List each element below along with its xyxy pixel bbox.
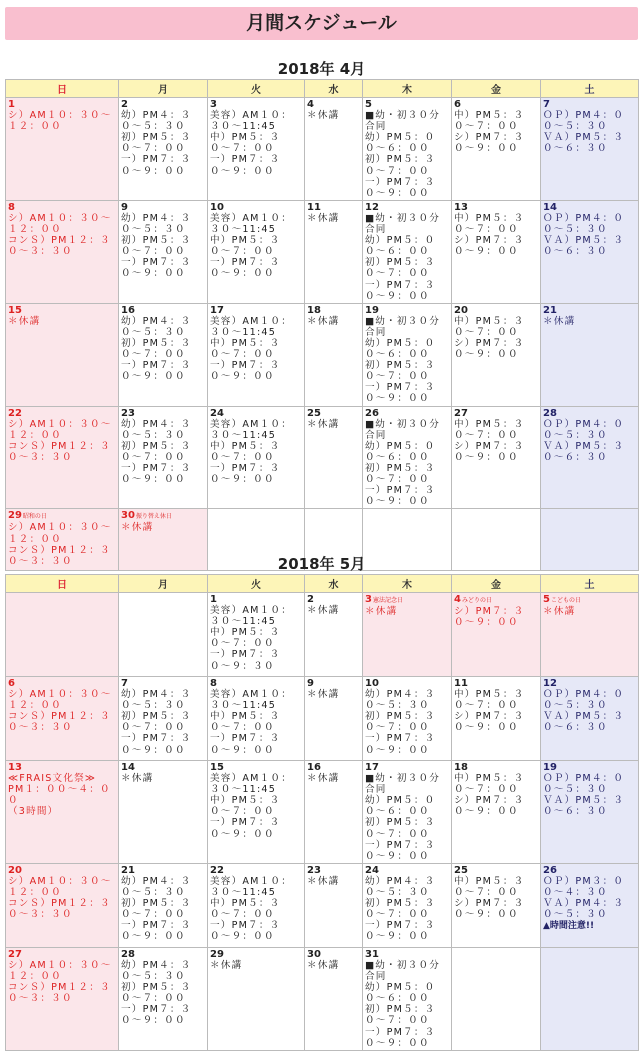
day-cell bbox=[119, 200, 208, 303]
day-cell bbox=[305, 200, 363, 303]
day-cell bbox=[363, 761, 452, 864]
week-row bbox=[6, 303, 639, 406]
schedule-text: ＯＰ）PM４：００〜５：３０ ＶＡ）PM５：３０〜６：３０ bbox=[543, 418, 625, 463]
weekday-header: 火 bbox=[208, 575, 305, 593]
day-cell bbox=[305, 406, 363, 509]
day-cell bbox=[541, 98, 639, 201]
day-number: 18 bbox=[307, 304, 321, 316]
day-cell bbox=[305, 761, 363, 864]
weekday-header-row bbox=[6, 80, 639, 98]
day-cell bbox=[305, 98, 363, 201]
holiday-name: 振り替え休日 bbox=[135, 513, 172, 521]
day-cell bbox=[119, 761, 208, 864]
day-number: 4 bbox=[454, 594, 461, 605]
schedule-text: ＊休講 bbox=[307, 773, 340, 785]
day-cell bbox=[208, 761, 305, 864]
day-number: 17 bbox=[365, 762, 379, 773]
day-number: 2 bbox=[121, 99, 128, 110]
day-number: 22 bbox=[8, 407, 22, 419]
day-number: 25 bbox=[454, 864, 468, 876]
day-cell bbox=[305, 593, 363, 677]
day-cell bbox=[305, 863, 363, 947]
weekday-header: 日 bbox=[6, 80, 119, 98]
day-number: 17 bbox=[210, 304, 224, 316]
schedule-text: 中）PM５：３０〜７：００ シ）PM７：３０〜９：００ bbox=[454, 212, 525, 258]
schedule-text: 美容）AM１０：３０〜11:45 中）PM５：３０〜７：００ 一）PM７：３０〜９：００ bbox=[210, 875, 293, 943]
day-number: 7 bbox=[121, 678, 128, 689]
day-cell bbox=[363, 863, 452, 947]
day-number: 22 bbox=[210, 864, 224, 876]
weekday-header: 月 bbox=[119, 575, 208, 593]
day-number: 5 bbox=[365, 99, 372, 110]
day-number: 20 bbox=[8, 864, 22, 876]
schedule-text: シ）AM１０：３０〜１２：００ コンＳ）PM１２：３０〜３：３０ bbox=[8, 959, 112, 1005]
day-number: 21 bbox=[543, 304, 557, 316]
day-number: 13 bbox=[454, 201, 468, 213]
week-row bbox=[6, 677, 639, 761]
schedule-text: 中）PM５：３０〜７：００ シ）PM７：３０〜９：００ bbox=[454, 110, 525, 155]
schedule-text: シ）AM１０：３０〜１２：００ コンＳ）PM１２：３０〜３：３０ bbox=[8, 875, 112, 921]
schedule-text: シ）AM１０：３０〜１２：００ bbox=[8, 110, 112, 133]
day-number: 3 bbox=[210, 99, 217, 110]
day-cell bbox=[363, 593, 452, 677]
april-month-title: 2018年 4月 bbox=[277, 60, 366, 78]
schedule-text: シ）AM１０：３０〜１２：００ コンＳ）PM１２：３０〜３：３０ bbox=[8, 418, 112, 463]
schedule-text: ■幼・初３０分合同 幼）PM５：００〜６：００ 初）PM５：３０〜７：００ 一）PM７：３０〜９：００ bbox=[365, 110, 441, 199]
holiday-name: こどもの日 bbox=[550, 597, 581, 604]
schedule-text: 幼）PM４：３０〜５：３０ 初）PM５：３０〜７：００ 一）PM７：３０〜９：００ bbox=[121, 689, 192, 756]
day-cell bbox=[452, 303, 541, 406]
day-cell bbox=[6, 947, 119, 1050]
day-cell bbox=[119, 677, 208, 761]
schedule-text: ＊休講 bbox=[121, 773, 154, 785]
schedule-text: ＯＰ）PM４：００〜５：３０ ＶＡ）PM５：３０〜６：３０ bbox=[543, 110, 625, 155]
schedule-text: 中）PM５：３０〜７：００ シ）PM７：３０〜９：００ bbox=[454, 689, 525, 734]
time-warning: ▲時間注意!! bbox=[543, 921, 595, 932]
week-row bbox=[6, 593, 639, 677]
schedule-text: 幼）PM４：３０〜５：３０ 初）PM５：３０〜７：００ 一）PM７：３０〜９：００ bbox=[121, 212, 192, 280]
day-number: 28 bbox=[543, 407, 557, 419]
day-cell bbox=[541, 677, 639, 761]
schedule-text: 美容）AM１０：３０〜11:45 中）PM５：３０〜７：００ 一）PM７：３０〜９：００ bbox=[210, 110, 293, 177]
day-number: 23 bbox=[307, 864, 321, 876]
day-number: 11 bbox=[454, 678, 468, 689]
day-cell bbox=[452, 677, 541, 761]
empty-day-cell bbox=[119, 593, 208, 677]
day-cell bbox=[119, 303, 208, 406]
day-number: 26 bbox=[543, 864, 557, 876]
day-cell bbox=[305, 303, 363, 406]
day-number: 19 bbox=[543, 762, 557, 773]
schedule-text: 美容）AM１０：３０〜11:45 中）PM５：３０〜７：００ 一）PM７：３０〜９：００ bbox=[210, 773, 293, 840]
schedule-text: シ）AM１０：３０〜１２：００ コンＳ）PM１２：３０〜３：３０ bbox=[8, 212, 112, 258]
schedule-text: 美容）AM１０：３０〜11:45 中）PM５：３０〜７：００ 一）PM７：３０〜９：００ bbox=[210, 418, 293, 486]
empty-day-cell bbox=[452, 947, 541, 1050]
day-number: 24 bbox=[365, 864, 379, 876]
day-number: 16 bbox=[307, 762, 321, 773]
page-title: 月間スケジュール bbox=[5, 7, 638, 40]
schedule-text: シ）AM１０：３０〜１２：００ コンＳ）PM１２：３０〜３：３０ bbox=[8, 689, 112, 734]
schedule-text: ＊休講 bbox=[307, 418, 340, 430]
schedule-text: ＊休講 bbox=[307, 959, 340, 971]
day-cell bbox=[6, 98, 119, 201]
day-number: 6 bbox=[8, 678, 15, 689]
schedule-text: ＊休講 bbox=[307, 110, 340, 122]
day-number: 4 bbox=[307, 99, 314, 110]
empty-day-cell bbox=[6, 593, 119, 677]
day-cell bbox=[6, 761, 119, 864]
day-number: 9 bbox=[121, 201, 128, 213]
day-cell bbox=[6, 863, 119, 947]
day-number: 27 bbox=[454, 407, 468, 419]
day-number: 2 bbox=[307, 594, 314, 605]
day-cell bbox=[119, 863, 208, 947]
day-cell bbox=[6, 677, 119, 761]
day-cell bbox=[541, 863, 639, 947]
day-number: 11 bbox=[307, 201, 321, 213]
week-row bbox=[6, 947, 639, 1050]
day-number: 1 bbox=[210, 594, 217, 605]
day-number: 29 bbox=[210, 948, 224, 960]
day-cell bbox=[208, 947, 305, 1050]
schedule-text: ＊休講 bbox=[8, 315, 41, 327]
day-cell bbox=[119, 406, 208, 509]
schedule-text: ＊休講 bbox=[307, 212, 340, 224]
day-number: 31 bbox=[365, 948, 379, 960]
schedule-text: 中）PM５：３０〜７：００ シ）PM７：３０〜９：００ bbox=[454, 773, 525, 818]
schedule-text: 幼）PM４：３０〜５：３０ 初）PM５：３０〜７：００ 一）PM７：３０〜９：００ bbox=[365, 689, 436, 756]
day-cell bbox=[541, 303, 639, 406]
schedule-text: ＊休講 bbox=[210, 959, 243, 971]
schedule-text: 幼）PM４：３０〜５：３０ 初）PM５：３０〜７：００ 一）PM７：３０〜９：００ bbox=[121, 418, 192, 486]
schedule-text: ≪FRAIS文化祭≫ PM１：００〜４：００ （3時間） bbox=[8, 773, 111, 818]
day-number: 25 bbox=[307, 407, 321, 419]
weekday-header: 金 bbox=[452, 575, 541, 593]
day-number: 8 bbox=[210, 678, 217, 689]
day-cell bbox=[119, 947, 208, 1050]
schedule-text: ■幼・初３０分合同 幼）PM５：００〜６：００ 初）PM５：３０〜７：００ 一）PM７：３０〜９：００ bbox=[365, 418, 441, 508]
weekday-header: 金 bbox=[452, 80, 541, 98]
day-number: 30 bbox=[121, 510, 135, 522]
day-number: 16 bbox=[121, 304, 135, 316]
day-number: 30 bbox=[307, 948, 321, 960]
weekday-header: 日 bbox=[6, 575, 119, 593]
weekday-header-row bbox=[6, 575, 639, 593]
day-cell bbox=[208, 677, 305, 761]
schedule-text: ＊休講 bbox=[307, 875, 340, 887]
day-number: 18 bbox=[454, 762, 468, 773]
day-number: 3 bbox=[365, 594, 372, 605]
day-number: 28 bbox=[121, 948, 135, 960]
schedule-text: ＯＰ）PM４：００〜５：３０ ＶＡ）PM５：３０〜６：３０ bbox=[543, 689, 625, 734]
day-cell bbox=[208, 303, 305, 406]
day-number: 12 bbox=[365, 201, 379, 213]
day-number: 10 bbox=[210, 201, 224, 213]
schedule-text: 幼）PM４：３０〜５：３０ 初）PM５：３０〜７：００ 一）PM７：３０〜９：００ bbox=[121, 110, 192, 177]
schedule-text: ＯＰ）PM４：００〜５：３０ ＶＡ）PM５：３０〜６：３０ bbox=[543, 773, 625, 818]
day-cell bbox=[208, 200, 305, 303]
day-cell bbox=[541, 200, 639, 303]
day-number: 12 bbox=[543, 678, 557, 689]
schedule-text: ■幼・初３０分合同 幼）PM５：００〜６：００ 初）PM５：３０〜７：００ 一）PM７：３０〜９：００ bbox=[365, 315, 441, 405]
day-number: 21 bbox=[121, 864, 135, 876]
day-number: 15 bbox=[8, 304, 22, 316]
day-cell bbox=[363, 947, 452, 1050]
weekday-header: 土 bbox=[541, 575, 639, 593]
schedule-text: シ）AM１０：３０〜１２：００ コンＳ）PM１２：３０〜３：３０ bbox=[8, 522, 112, 567]
schedule-text: ＊休講 bbox=[121, 522, 154, 534]
week-row bbox=[6, 200, 639, 303]
schedule-text: 幼）PM４：３０〜５：３０ 初）PM５：３０〜７：００ 一）PM７：３０〜９：００ bbox=[365, 875, 436, 943]
day-cell bbox=[363, 200, 452, 303]
day-cell bbox=[363, 677, 452, 761]
day-cell bbox=[6, 303, 119, 406]
weekday-header: 水 bbox=[305, 80, 363, 98]
holiday-name: みどりの日 bbox=[461, 597, 492, 604]
schedule-text: 美容）AM１０：３０〜11:45 中）PM５：３０〜７：００ 一）PM７：３０〜９：００ bbox=[210, 689, 293, 756]
schedule-text: 幼）PM４：３０〜５：３０ 初）PM５：３０〜７：００ 一）PM７：３０〜９：００ bbox=[121, 959, 192, 1027]
day-number: 14 bbox=[543, 201, 557, 213]
may-calendar bbox=[5, 574, 639, 1051]
day-number: 26 bbox=[365, 407, 379, 419]
schedule-text: 中）PM５：３０〜７：００ シ）PM７：３０〜９：００ bbox=[454, 875, 525, 921]
day-cell bbox=[452, 761, 541, 864]
week-row bbox=[6, 863, 639, 947]
may-month-title: 2018年 5月 bbox=[277, 555, 366, 573]
weekday-header: 木 bbox=[363, 80, 452, 98]
weekday-header: 月 bbox=[119, 80, 208, 98]
schedule-text: 中）PM５：３０〜７：００ シ）PM７：３０〜９：００ bbox=[454, 315, 525, 361]
schedule-text: シ）PM７：３０〜９：００ bbox=[454, 606, 525, 629]
day-number: 7 bbox=[543, 99, 550, 110]
day-number: 13 bbox=[8, 762, 22, 773]
day-number: 14 bbox=[121, 762, 135, 773]
weekday-header: 水 bbox=[305, 575, 363, 593]
day-cell bbox=[6, 406, 119, 509]
schedule-text: ＊休講 bbox=[307, 689, 340, 701]
schedule-text: 美容）AM１０：３０〜11:45 中）PM５：３０〜７：００ 一）PM７：３０〜９：００ bbox=[210, 212, 293, 280]
day-cell bbox=[541, 761, 639, 864]
day-number: 19 bbox=[365, 304, 379, 316]
day-cell bbox=[305, 677, 363, 761]
schedule-text: ＊休講 bbox=[307, 605, 340, 617]
schedule-text: ■幼・初３０分合同 幼）PM５：００〜６：００ 初）PM５：３０〜７：００ 一）PM７：３０〜９：００ bbox=[365, 773, 441, 862]
schedule-text: ＊休講 bbox=[543, 606, 576, 618]
day-cell bbox=[208, 406, 305, 509]
day-cell bbox=[452, 406, 541, 509]
schedule-text: ＊休講 bbox=[307, 315, 340, 327]
day-number: 8 bbox=[8, 201, 15, 213]
day-number: 1 bbox=[8, 99, 15, 110]
weekday-header: 木 bbox=[363, 575, 452, 593]
day-cell bbox=[452, 200, 541, 303]
schedule-text: 美容）AM１０：３０〜11:45 中）PM５：３０〜７：００ 一）PM７：３０〜９：００ bbox=[210, 315, 293, 383]
weekday-header: 土 bbox=[541, 80, 639, 98]
day-number: 9 bbox=[307, 678, 314, 689]
day-cell bbox=[208, 593, 305, 677]
schedule-text: ＊休講 bbox=[543, 315, 576, 327]
day-cell bbox=[452, 593, 541, 677]
day-cell bbox=[452, 98, 541, 201]
holiday-name: 昭和の日 bbox=[22, 513, 47, 521]
day-number: 29 bbox=[8, 510, 22, 522]
day-cell bbox=[541, 406, 639, 509]
week-row bbox=[6, 98, 639, 201]
day-cell bbox=[305, 947, 363, 1050]
schedule-text: ■幼・初３０分合同 幼）PM５：００〜６：００ 初）PM５：３０〜７：００ 一）PM７：３０〜９：００ bbox=[365, 959, 441, 1049]
schedule-text: 中）PM５：３０〜７：００ シ）PM７：３０〜９：００ bbox=[454, 418, 525, 463]
day-cell bbox=[363, 406, 452, 509]
day-number: 23 bbox=[121, 407, 135, 419]
day-cell bbox=[208, 863, 305, 947]
april-calendar bbox=[5, 79, 639, 571]
schedule-text: ＯＰ）PM４：００〜５：３０ ＶＡ）PM５：３０〜６：３０ bbox=[543, 212, 625, 258]
day-cell bbox=[208, 98, 305, 201]
schedule-text: ■幼・初３０分合同 幼）PM５：００〜６：００ 初）PM５：３０〜７：００ 一）PM７：３０〜９：００ bbox=[365, 212, 441, 302]
schedule-text: 美容）AM１０：３０〜11:45 中）PM５：３０〜７：００ 一）PM７：３０〜９：３０ bbox=[210, 605, 293, 672]
schedule-text: 幼）PM４：３０〜５：３０ 初）PM５：３０〜７：００ 一）PM７：３０〜９：００ bbox=[121, 875, 192, 943]
day-cell bbox=[452, 863, 541, 947]
day-cell bbox=[363, 303, 452, 406]
week-row bbox=[6, 761, 639, 864]
day-number: 20 bbox=[454, 304, 468, 316]
day-number: 10 bbox=[365, 678, 379, 689]
empty-day-cell bbox=[541, 947, 639, 1050]
day-number: 24 bbox=[210, 407, 224, 419]
schedule-text: ＊休講 bbox=[365, 606, 398, 618]
weekday-header: 火 bbox=[208, 80, 305, 98]
day-number: 15 bbox=[210, 762, 224, 773]
schedule-text: 幼）PM４：３０〜５：３０ 初）PM５：３０〜７：００ 一）PM７：３０〜９：００ bbox=[121, 315, 192, 383]
day-cell bbox=[119, 98, 208, 201]
day-number: 6 bbox=[454, 99, 461, 110]
day-cell bbox=[541, 593, 639, 677]
schedule-text: ＯＰ）PM３：００〜４：３０ ＶＡ）PM４：３０〜５：３０ bbox=[543, 875, 625, 921]
day-cell bbox=[6, 200, 119, 303]
day-number: 5 bbox=[543, 594, 550, 605]
day-number: 27 bbox=[8, 948, 22, 960]
week-row bbox=[6, 406, 639, 509]
holiday-name: 憲法記念日 bbox=[372, 597, 403, 604]
day-cell bbox=[363, 98, 452, 201]
